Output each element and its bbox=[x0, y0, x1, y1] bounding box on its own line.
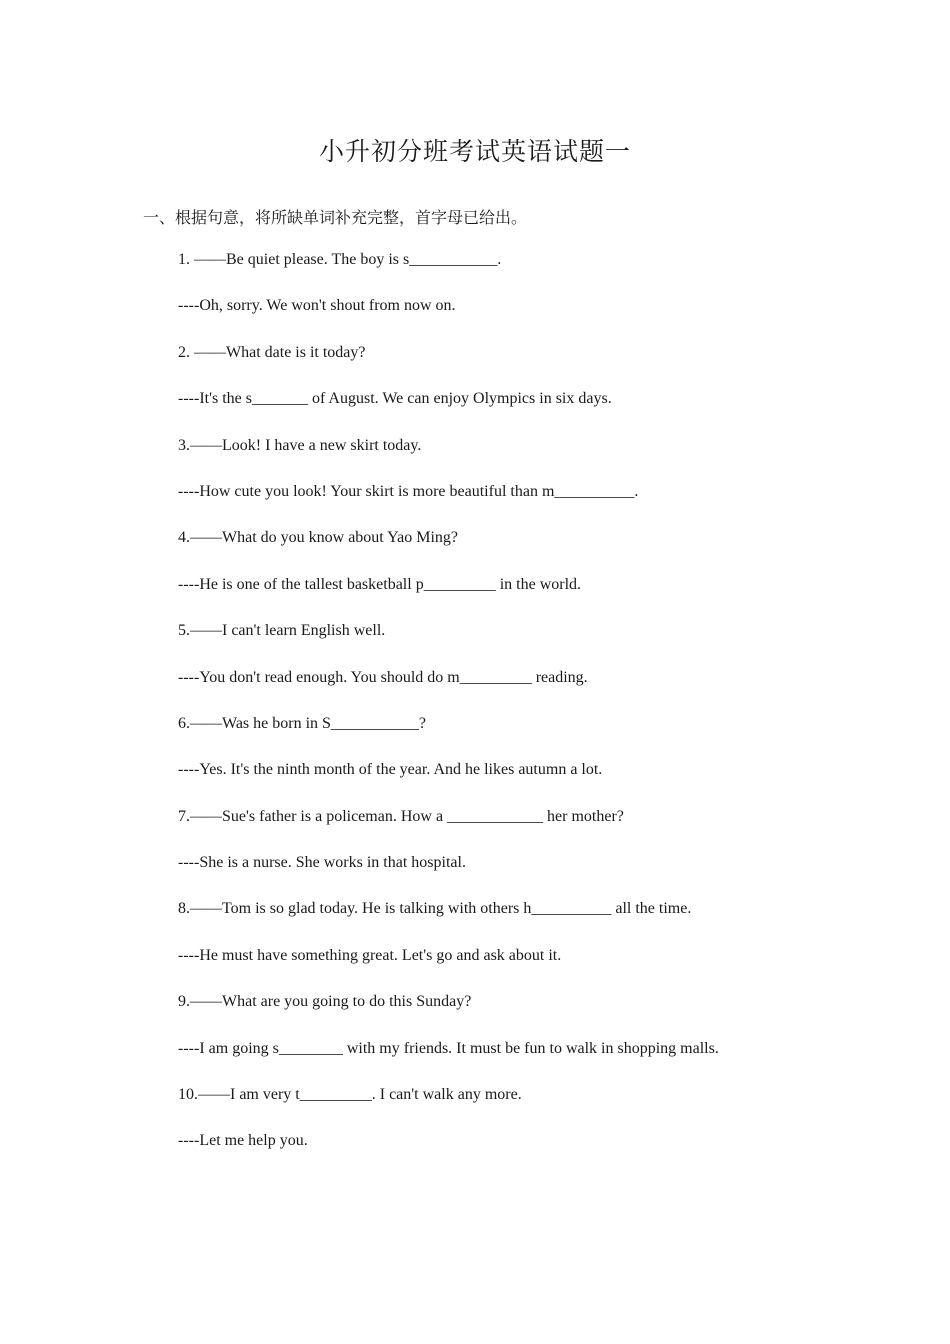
exercise-line-4-answer: ----He is one of the tallest basketball p_________ in the world. bbox=[178, 575, 582, 593]
exercise-line-10-answer: ----Let me help you. bbox=[178, 1132, 308, 1150]
exercise-line-1-answer: ----Oh, sorry. We won't shout from now on. bbox=[178, 297, 456, 315]
exercise-line-6-answer: ----Yes. It's the ninth month of the year. And he likes autumn a lot. bbox=[178, 761, 603, 779]
exercise-line-9-question: 9.——What are you going to do this Sunday? bbox=[178, 993, 472, 1011]
exercise-line-2-question: 2. ——What date is it today? bbox=[178, 343, 366, 361]
exercise-line-3-answer: ----How cute you look! Your skirt is more beautiful than m__________. bbox=[178, 482, 639, 500]
exercise-line-8-question: 8.——Tom is so glad today. He is talking with others h__________ all the time. bbox=[178, 900, 692, 918]
exercise-line-2-answer: ----It's the s_______ of August. We can enjoy Olympics in six days. bbox=[178, 390, 612, 408]
exercise-line-6-question: 6.——Was he born in S___________? bbox=[178, 714, 427, 732]
exercise-line-7-question: 7.——Sue's father is a policeman. How a ____________ her mother? bbox=[178, 807, 624, 825]
exercise-line-1-question: 1. ——Be quiet please. The boy is s___________. bbox=[178, 251, 502, 268]
exercise-line-8-answer: ----He must have something great. Let's go and ask about it. bbox=[178, 946, 562, 964]
exercise-line-5-answer: ----You don't read enough. You should do m_________ reading. bbox=[178, 668, 588, 686]
section-heading: 一、根据句意，将所缺单词补充完整，首字母已给出。 bbox=[143, 210, 528, 227]
exercise-list bbox=[178, 249, 898, 1177]
exercise-line-4-question: 4.——What do you know about Yao Ming? bbox=[178, 529, 458, 547]
exercise-line-3-question: 3.——Look! I have a new skirt today. bbox=[178, 436, 422, 454]
page-title: 小升初分班考试英语试题一 bbox=[318, 139, 631, 166]
exercise-line-9-answer: ----I am going s________ with my friends. It must be fun to walk in shopping malls. bbox=[178, 1039, 719, 1057]
exercise-line-5-question: 5.——I can't learn English well. bbox=[178, 622, 386, 640]
exercise-line-7-answer: ----She is a nurse. She works in that hospital. bbox=[178, 854, 466, 872]
exercise-line-10-question: 10.——I am very t_________. I can't walk any more. bbox=[178, 1086, 522, 1104]
